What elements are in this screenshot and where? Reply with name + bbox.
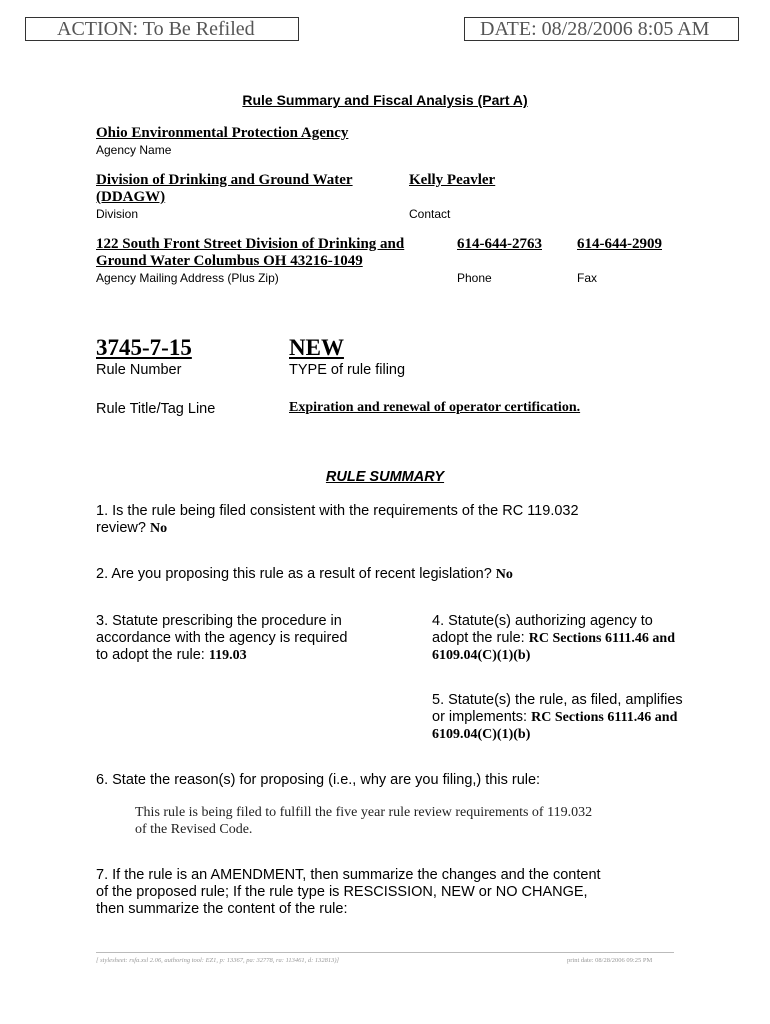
date-text: DATE: 08/28/2006 8:05 AM: [480, 18, 710, 40]
division-name: [96, 172, 353, 206]
contact-label: Contact: [409, 207, 451, 221]
footer-stylesheet-info: [ stylesheet: rsfa.xsl 2.06, authoring tool: EZ1, p: 13367, pa: 32778, ra: 113461, d: 132813)]: [96, 957, 340, 964]
question-4-answer-b: 6109.04(C)(1)(b): [432, 648, 531, 663]
question-5-line2: or implements:: [432, 709, 532, 725]
division-line2: (DDAGW): [96, 189, 166, 205]
action-box: [25, 17, 299, 41]
question-4-line2: adopt the rule:: [432, 630, 529, 646]
question-1-line2: review?: [96, 520, 150, 536]
question-1: [96, 503, 579, 537]
question-7-line2: of the proposed rule; If the rule type is RESCISSION, NEW or NO CHANGE,: [96, 884, 588, 900]
division-line1: Division of Drinking and Ground Water: [96, 172, 353, 188]
question-7: [96, 867, 601, 918]
question-5-answer-a: RC Sections 6111.46 and: [531, 710, 678, 725]
phone-value: 614-644-2763: [457, 236, 542, 252]
address-label: Agency Mailing Address (Plus Zip): [96, 271, 279, 285]
address-line1: 122 South Front Street Division of Drinking and: [96, 236, 405, 252]
date-box: [464, 17, 739, 41]
fax-value: 614-644-2909: [577, 236, 662, 252]
address: [96, 236, 404, 270]
question-3-line3: to adopt the rule:: [96, 647, 209, 663]
rule-number: 3745-7-15: [96, 335, 192, 360]
question-5-line1: 5. Statute(s) the rule, as filed, amplifies: [432, 692, 683, 708]
question-4-line1: 4. Statute(s) authorizing agency to: [432, 613, 653, 629]
division-label: Division: [96, 207, 139, 221]
rule-title-label: Rule Title/Tag Line: [96, 401, 216, 417]
agency-name: Ohio Environmental Protection Agency: [96, 125, 349, 141]
footer-divider: [96, 952, 674, 953]
question-4: [432, 613, 675, 664]
contact-name: Kelly Peavler: [409, 172, 496, 188]
action-text: ACTION: To Be Refiled: [57, 18, 255, 40]
question-4-answer-a: RC Sections 6111.46 and: [528, 631, 675, 646]
question-1-line1: 1. Is the rule being filed consistent with the requirements of the RC 119.032: [96, 503, 579, 519]
question-6-answer: [135, 804, 592, 838]
rule-type: NEW: [289, 335, 344, 360]
question-3: [96, 613, 347, 664]
rule-type-label: TYPE of rule filing: [289, 362, 406, 378]
question-6-answer-line2: of the Revised Code.: [135, 822, 253, 837]
question-2: [96, 566, 513, 583]
rule-number-label: Rule Number: [96, 362, 182, 378]
question-7-line3: then summarize the content of the rule:: [96, 901, 348, 917]
question-2-answer: No: [495, 567, 513, 582]
phone-label: Phone: [457, 271, 492, 285]
question-5-answer-b: 6109.04(C)(1)(b): [432, 727, 531, 742]
agency-name-label: Agency Name: [96, 143, 172, 157]
question-6-answer-line1: This rule is being filed to fulfill the five year rule review requirements of 119.032: [135, 805, 593, 820]
question-7-line1: 7. If the rule is an AMENDMENT, then summarize the changes and the content: [96, 867, 601, 883]
question-3-answer: 119.03: [208, 648, 247, 663]
question-2-text: 2. Are you proposing this rule as a result of recent legislation?: [96, 566, 496, 582]
rule-summary-heading: RULE SUMMARY: [325, 469, 445, 485]
footer-print-date: print date: 08/28/2006 09:25 PM: [567, 957, 653, 964]
rule-title: Expiration and renewal of operator certification.: [289, 400, 581, 415]
page-title: Rule Summary and Fiscal Analysis (Part A): [242, 92, 528, 108]
question-3-line2: accordance with the agency is required: [96, 630, 348, 646]
question-1-answer: No: [150, 521, 168, 536]
fax-label: Fax: [577, 271, 598, 285]
question-3-line1: 3. Statute prescribing the procedure in: [96, 613, 342, 629]
address-line2: Ground Water Columbus OH 43216-1049: [96, 253, 363, 269]
question-6: 6. State the reason(s) for proposing (i.e., why are you filing,) this rule:: [96, 772, 541, 788]
question-5: [432, 692, 683, 743]
